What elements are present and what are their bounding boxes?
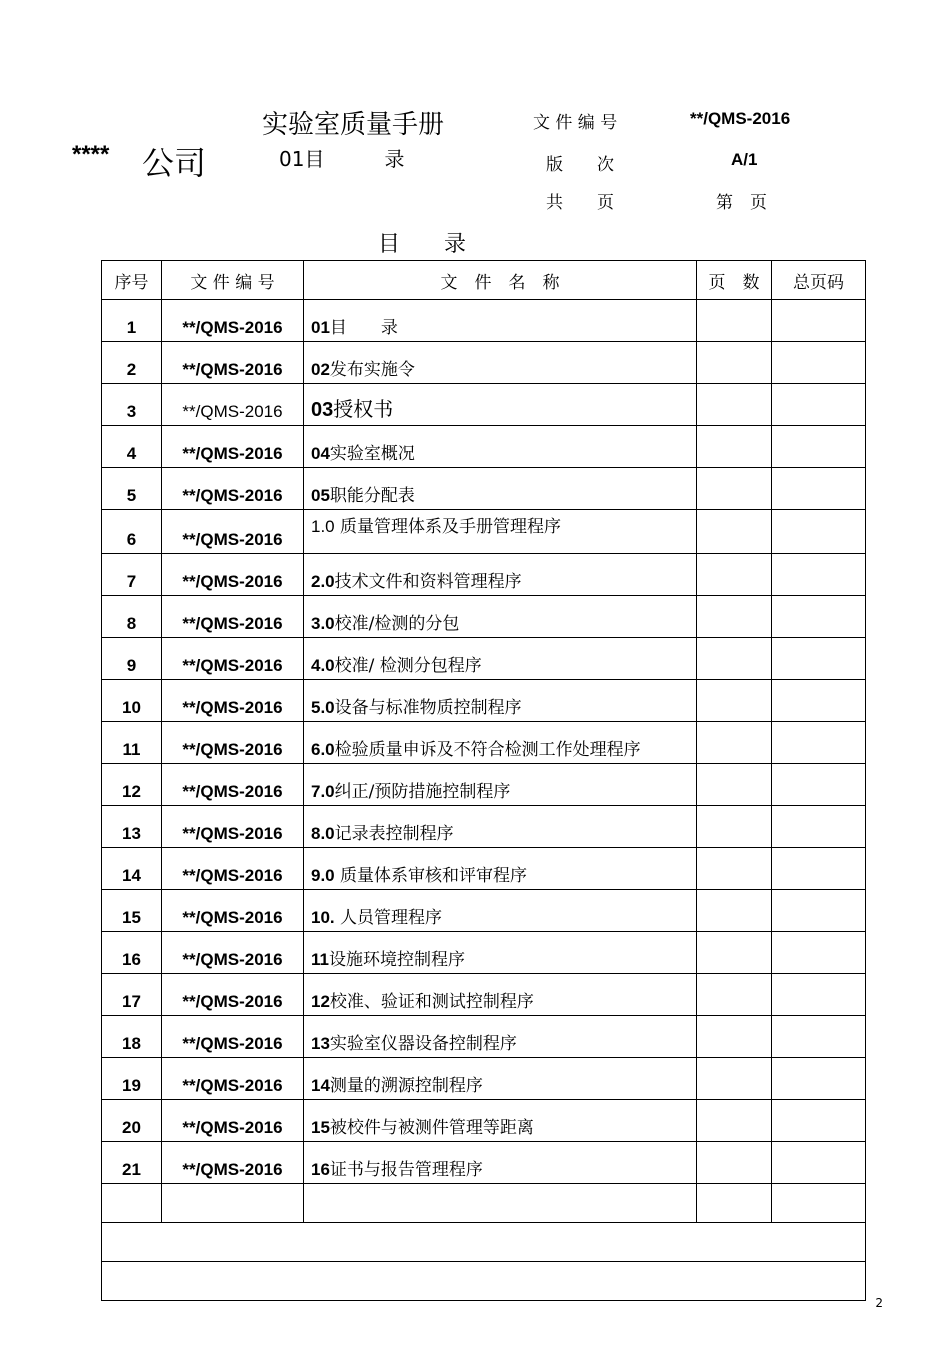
row-seq: 16 <box>102 932 162 974</box>
row-doc-prefix: 5.0 <box>311 698 335 717</box>
empty-cell <box>162 1184 304 1223</box>
row-page-count <box>697 722 772 764</box>
row-doc-code: **/QMS-2016 <box>162 300 304 342</box>
row-total-pages <box>772 764 866 806</box>
header-seq: 序号 <box>102 261 162 300</box>
row-doc-prefix: 7.0 <box>311 782 335 801</box>
row-seq: 21 <box>102 1142 162 1184</box>
table-row <box>102 510 866 554</box>
table-row <box>102 468 866 510</box>
header-total-pages: 总页码 <box>772 261 866 300</box>
row-page-count <box>697 638 772 680</box>
table-row <box>102 1058 866 1100</box>
table-row <box>102 932 866 974</box>
row-doc-name <box>304 1058 697 1100</box>
table-row <box>102 722 866 764</box>
doc-number-value: **/QMS-2016 <box>690 109 791 128</box>
row-doc-name <box>304 932 697 974</box>
blank-cell <box>102 1262 866 1301</box>
table-row <box>102 1100 866 1142</box>
row-doc-prefix: 14 <box>311 1076 330 1095</box>
row-page-count <box>697 426 772 468</box>
row-seq: 8 <box>102 596 162 638</box>
row-doc-name <box>304 554 697 596</box>
row-doc-title: 被校件与被测件管理等距离 <box>329 1118 534 1138</box>
row-page-count <box>697 342 772 384</box>
table-row <box>102 342 866 384</box>
row-total-pages <box>772 932 866 974</box>
row-total-pages <box>772 680 866 722</box>
row-total-pages <box>772 384 866 426</box>
empty-cell <box>102 1184 162 1223</box>
row-doc-title: 人员管理程序 <box>334 908 443 928</box>
table-row <box>102 1016 866 1058</box>
page-number: 2 <box>875 1296 883 1310</box>
row-doc-prefix: 2.0 <box>311 572 335 591</box>
row-total-pages <box>772 596 866 638</box>
row-seq: 3 <box>102 384 162 426</box>
table-row <box>102 638 866 680</box>
edition-value: A/1 <box>731 150 758 169</box>
row-doc-code: **/QMS-2016 <box>162 680 304 722</box>
company-name: 公司 <box>142 144 207 182</box>
row-doc-title: 技术文件和资料管理程序 <box>334 572 522 592</box>
row-doc-name <box>304 510 697 554</box>
row-seq: 5 <box>102 468 162 510</box>
row-doc-name <box>304 1016 697 1058</box>
row-total-pages <box>772 806 866 848</box>
row-total-pages <box>772 848 866 890</box>
row-doc-code: **/QMS-2016 <box>162 890 304 932</box>
row-doc-prefix: 4.0 <box>311 656 335 675</box>
total-pages-label: 共 页 <box>546 193 614 213</box>
table-row <box>102 848 866 890</box>
row-doc-name <box>304 848 697 890</box>
row-page-count <box>697 384 772 426</box>
row-doc-prefix: 3.0 <box>311 614 335 633</box>
table-row <box>102 890 866 932</box>
row-doc-code: **/QMS-2016 <box>162 806 304 848</box>
row-seq: 15 <box>102 890 162 932</box>
row-doc-title: 发布实施令 <box>329 360 415 380</box>
row-doc-code: **/QMS-2016 <box>162 1058 304 1100</box>
row-doc-title: 纠正/预防措施控制程序 <box>334 782 511 802</box>
row-seq: 4 <box>102 426 162 468</box>
row-total-pages <box>772 1142 866 1184</box>
row-total-pages <box>772 890 866 932</box>
row-page-count <box>697 806 772 848</box>
table-row <box>102 680 866 722</box>
header-page-count: 页 数 <box>697 261 772 300</box>
row-page-count <box>697 510 772 554</box>
row-doc-code: **/QMS-2016 <box>162 554 304 596</box>
row-doc-name <box>304 426 697 468</box>
row-total-pages <box>772 468 866 510</box>
row-seq: 11 <box>102 722 162 764</box>
table-row <box>102 384 866 426</box>
toc-heading: 目 录 <box>378 232 467 257</box>
row-doc-title: 设备与标准物质控制程序 <box>334 698 522 718</box>
empty-cell <box>697 1184 772 1223</box>
row-doc-name <box>304 722 697 764</box>
row-total-pages <box>772 1058 866 1100</box>
row-seq: 18 <box>102 1016 162 1058</box>
row-seq: 13 <box>102 806 162 848</box>
row-doc-code: **/QMS-2016 <box>162 848 304 890</box>
row-page-count <box>697 680 772 722</box>
row-page-count <box>697 300 772 342</box>
table-header-row <box>102 261 866 300</box>
row-doc-code: **/QMS-2016 <box>162 1016 304 1058</box>
row-doc-name <box>304 342 697 384</box>
row-doc-title: 证书与报告管理程序 <box>329 1160 483 1180</box>
row-doc-name <box>304 638 697 680</box>
row-page-count <box>697 1142 772 1184</box>
table-row <box>102 974 866 1016</box>
row-doc-code: **/QMS-2016 <box>162 932 304 974</box>
row-doc-code: **/QMS-2016 <box>162 1142 304 1184</box>
row-doc-prefix: 13 <box>311 1034 330 1053</box>
row-doc-title: 设施环境控制程序 <box>328 950 465 970</box>
empty-cell <box>772 1184 866 1223</box>
row-seq: 20 <box>102 1100 162 1142</box>
row-total-pages <box>772 638 866 680</box>
row-page-count <box>697 932 772 974</box>
row-seq: 19 <box>102 1058 162 1100</box>
row-doc-code: **/QMS-2016 <box>162 974 304 1016</box>
row-doc-title: 校准/ 检测分包程序 <box>334 656 482 676</box>
row-page-count <box>697 848 772 890</box>
manual-title: 实验室质量手册 <box>262 110 445 140</box>
row-seq: 10 <box>102 680 162 722</box>
row-doc-code: **/QMS-2016 <box>162 342 304 384</box>
row-doc-name <box>304 680 697 722</box>
row-doc-title: 职能分配表 <box>329 486 415 506</box>
row-doc-title: 记录表控制程序 <box>334 824 454 844</box>
table-row <box>102 426 866 468</box>
row-doc-prefix: 10. <box>311 908 335 927</box>
row-doc-name <box>304 300 697 342</box>
row-doc-prefix: 8.0 <box>311 824 335 843</box>
row-doc-prefix: 05 <box>311 486 330 505</box>
row-doc-prefix: 01 <box>311 318 330 337</box>
row-doc-prefix: 03 <box>311 399 334 421</box>
row-page-count <box>697 1016 772 1058</box>
row-doc-name <box>304 1100 697 1142</box>
empty-cell <box>304 1184 697 1223</box>
row-doc-title: 检验质量申诉及不符合检测工作处理程序 <box>334 740 641 760</box>
row-page-count <box>697 554 772 596</box>
table-row-blank <box>102 1262 866 1301</box>
row-total-pages <box>772 300 866 342</box>
row-seq: 1 <box>102 300 162 342</box>
row-doc-name <box>304 1142 697 1184</box>
row-doc-prefix: 16 <box>311 1160 330 1179</box>
page-number-label: 第 页 <box>716 193 767 213</box>
row-doc-prefix: 04 <box>311 444 330 463</box>
row-page-count <box>697 1058 772 1100</box>
row-doc-name <box>304 384 697 426</box>
table-row-blank <box>102 1223 866 1262</box>
row-doc-title: 校准/检测的分包 <box>334 614 460 634</box>
row-seq: 17 <box>102 974 162 1016</box>
row-total-pages <box>772 722 866 764</box>
toc-table <box>101 260 866 1301</box>
row-doc-prefix: 1.0 <box>311 517 335 536</box>
row-page-count <box>697 1100 772 1142</box>
header-doc-code: 文 件 编 号 <box>162 261 304 300</box>
doc-number-label: 文 件 编 号 <box>533 113 618 133</box>
row-doc-prefix: 9.0 <box>311 866 335 885</box>
edition-label: 版 次 <box>546 155 614 175</box>
row-seq: 12 <box>102 764 162 806</box>
row-seq: 9 <box>102 638 162 680</box>
row-total-pages <box>772 342 866 384</box>
table-row <box>102 300 866 342</box>
row-doc-code: **/QMS-2016 <box>162 722 304 764</box>
table-row <box>102 1142 866 1184</box>
row-doc-code: **/QMS-2016 <box>162 638 304 680</box>
table-row <box>102 806 866 848</box>
table-row <box>102 596 866 638</box>
row-doc-name <box>304 890 697 932</box>
row-total-pages <box>772 554 866 596</box>
table-row <box>102 764 866 806</box>
row-doc-name <box>304 468 697 510</box>
row-total-pages <box>772 510 866 554</box>
section-word-2: 录 <box>384 147 405 171</box>
row-doc-name <box>304 596 697 638</box>
row-doc-title: 授权书 <box>333 397 394 421</box>
row-total-pages <box>772 974 866 1016</box>
section-word-1: 目 <box>304 147 325 171</box>
row-doc-code: **/QMS-2016 <box>162 510 304 554</box>
row-doc-prefix: 11 <box>311 950 329 969</box>
row-doc-code: **/QMS-2016 <box>162 764 304 806</box>
table-row <box>102 554 866 596</box>
row-doc-title: 实验室概况 <box>329 444 415 464</box>
blank-cell <box>102 1223 866 1262</box>
row-doc-prefix: 12 <box>311 992 330 1011</box>
row-seq: 7 <box>102 554 162 596</box>
row-doc-name <box>304 806 697 848</box>
row-page-count <box>697 974 772 1016</box>
row-doc-code: **/QMS-2016 <box>162 468 304 510</box>
row-doc-code: **/QMS-2016 <box>162 384 304 426</box>
section-number: 01 <box>279 147 305 171</box>
row-doc-title: 质量体系审核和评审程序 <box>334 866 528 886</box>
row-total-pages <box>772 1100 866 1142</box>
row-seq: 14 <box>102 848 162 890</box>
row-doc-name <box>304 974 697 1016</box>
row-doc-title: 质量管理体系及手册管理程序 <box>334 517 562 537</box>
row-page-count <box>697 764 772 806</box>
row-doc-prefix: 15 <box>311 1118 330 1137</box>
row-page-count <box>697 468 772 510</box>
row-page-count <box>697 890 772 932</box>
table-row-empty <box>102 1184 866 1223</box>
row-page-count <box>697 596 772 638</box>
row-doc-title: 实验室仪器设备控制程序 <box>329 1034 517 1054</box>
header-doc-name: 文 件 名 称 <box>304 261 697 300</box>
row-doc-name <box>304 764 697 806</box>
row-doc-title: 校准、验证和测试控制程序 <box>329 992 534 1012</box>
company-stars: **** <box>72 141 110 168</box>
row-doc-code: **/QMS-2016 <box>162 426 304 468</box>
row-seq: 2 <box>102 342 162 384</box>
row-doc-code: **/QMS-2016 <box>162 596 304 638</box>
section-title <box>279 143 404 172</box>
row-seq: 6 <box>102 510 162 554</box>
row-doc-title: 测量的溯源控制程序 <box>329 1076 483 1096</box>
row-doc-prefix: 02 <box>311 360 330 379</box>
row-total-pages <box>772 1016 866 1058</box>
row-doc-prefix: 6.0 <box>311 740 335 759</box>
row-total-pages <box>772 426 866 468</box>
row-doc-code: **/QMS-2016 <box>162 1100 304 1142</box>
row-doc-title: 目 录 <box>329 318 398 338</box>
